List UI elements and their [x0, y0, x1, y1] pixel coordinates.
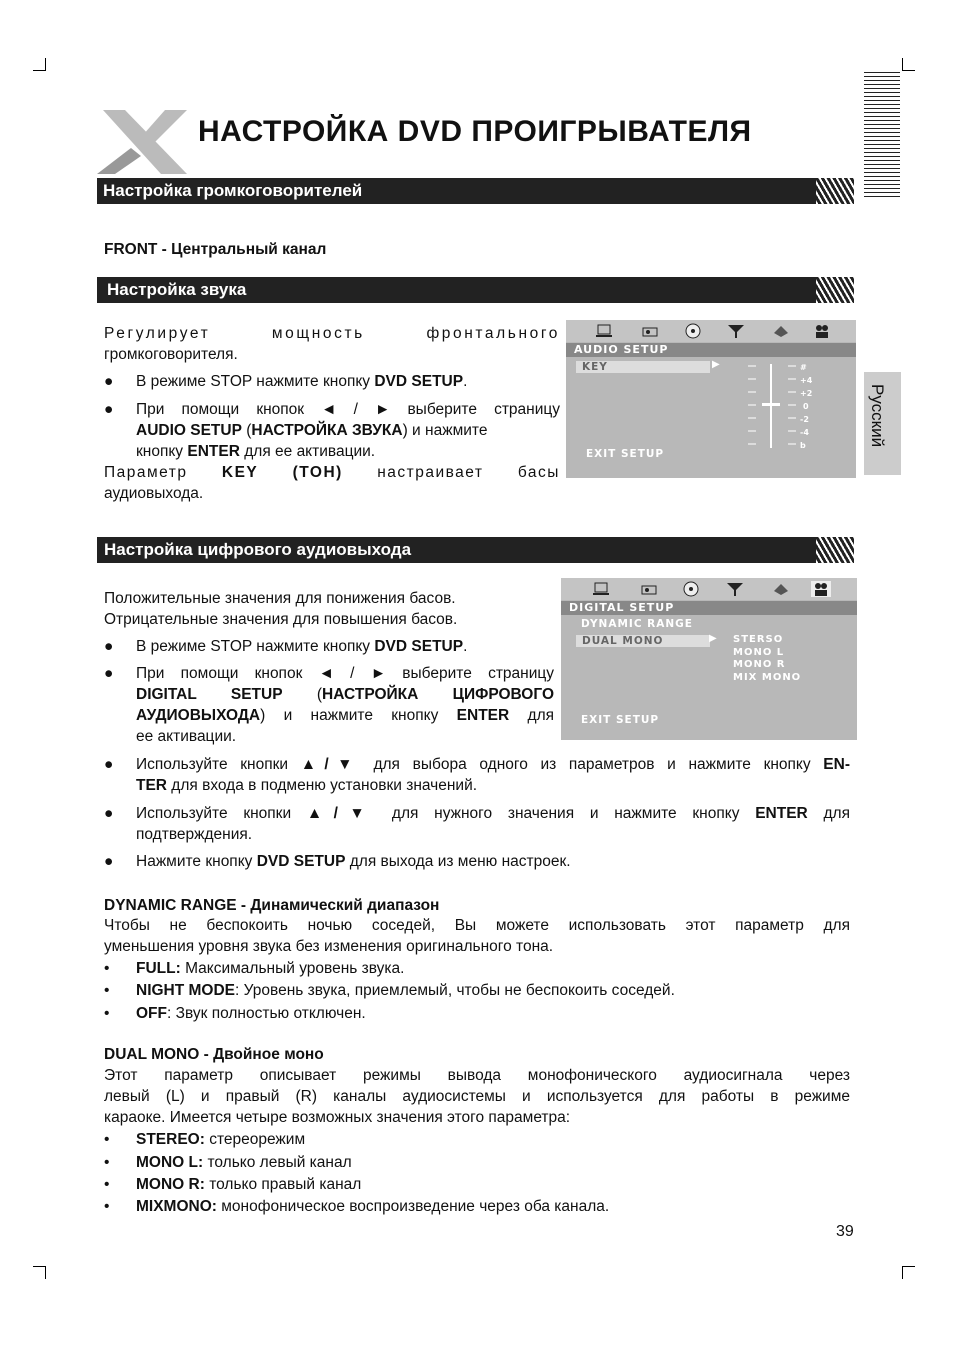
digital-setup-screen — [561, 578, 857, 740]
key-scale: # +4 +2 0 -2 -4 b — [800, 363, 813, 450]
screen-icon-bar — [561, 578, 857, 600]
section-bar-digital-setup — [97, 537, 854, 563]
people-icon — [812, 323, 832, 339]
section-bar-sound-setup — [97, 277, 854, 303]
crop-mark-bottom-left — [33, 1266, 46, 1279]
monitor-icon — [591, 581, 611, 597]
option-mono-r[interactable]: MONO R — [733, 659, 786, 670]
paragraph: громкоговорителя. — [104, 346, 238, 363]
dual-mono-options — [733, 634, 801, 684]
paragraph: левый (L) и правый (R) каналы аудиосистемы и используется для работы в режиме — [104, 1088, 850, 1105]
monitor-icon — [594, 323, 614, 339]
disc-icon — [681, 581, 701, 597]
list-item: • FULL: Максимальный уровень звука. — [104, 960, 405, 977]
language-tab — [864, 372, 901, 475]
arrow-right-icon: ▶ — [712, 359, 721, 370]
list-item: • STEREO: стереорежим — [104, 1131, 306, 1148]
paragraph: Отрицательные значения для повышения басов. — [104, 611, 458, 628]
hand-icon — [771, 581, 791, 597]
paragraph: Регулирует мощность фронтального — [104, 325, 560, 342]
page-number: 39 — [836, 1223, 854, 1240]
exit-setup[interactable]: EXIT SETUP — [586, 448, 665, 460]
arrow-right-icon: ▶ — [709, 633, 718, 644]
page-title: НАСТРОЙКА DVD ПРОИГРЫВАТЕЛЯ — [198, 115, 752, 148]
option-mono-l[interactable]: MONO L — [733, 646, 785, 658]
paragraph: Положительные значения для понижения басов. — [104, 590, 456, 607]
speaker-icon — [640, 323, 660, 339]
option-mix-mono[interactable]: MIX MONO — [733, 671, 802, 683]
menu-item-dual-mono[interactable]: DUAL MONO — [576, 635, 710, 647]
x-logo-icon — [95, 108, 193, 176]
paragraph: Параметр KEY (ТОН) настраивает басы — [104, 464, 560, 481]
paragraph: Этот параметр описывает режимы вывода монофонического аудиосигнала через — [104, 1067, 850, 1084]
menu-item-key[interactable]: KEY — [576, 361, 710, 373]
subheading: DYNAMIC RANGE - Динамический диапазон — [104, 897, 440, 914]
front-label: FRONT - Центральный канал — [104, 241, 327, 258]
menu-item-dynamic-range[interactable]: DYNAMIC RANGE — [581, 618, 693, 630]
section-bar-speaker-setup — [97, 178, 854, 204]
section-title: Настройка цифрового аудиовыхода — [104, 540, 412, 559]
crop-mark-top-right — [902, 58, 915, 71]
funnel-icon — [725, 581, 745, 597]
list-item: • MONO R: только правый канал — [104, 1176, 362, 1193]
section-title: Настройка громкоговорителей — [103, 181, 363, 200]
exit-setup[interactable]: EXIT SETUP — [581, 714, 660, 726]
screen-header: DIGITAL SETUP — [561, 601, 857, 615]
language-tab-label: Русский — [868, 384, 887, 448]
people-icon — [811, 581, 831, 597]
list-item: • NIGHT MODE: Уровень звука, приемлемый, чтобы не беспокоить соседей. — [104, 982, 675, 999]
list-item: ● Используйте кнопки ▲/▼ для выбора одного из параметров и нажмите кнопку EN- TER для входа в подменю установки значений. — [104, 756, 850, 794]
hand-icon — [771, 323, 791, 339]
list-item: ● Используйте кнопки ▲/▼ для нужного значения и нажмите кнопку ENTER для подтверждения. — [104, 805, 850, 843]
list-item: ● При помощи кнопок ◄ / ► выберите страницу AUDIO SETUP (НАСТРОЙКА ЗВУКА) и нажмите кнопку ENTER для ее активации. — [104, 401, 560, 460]
screen-header: AUDIO SETUP — [566, 343, 856, 357]
bar-pattern — [816, 178, 854, 204]
section-title: Настройка звука — [107, 280, 247, 299]
crop-mark-bottom-right — [902, 1266, 915, 1279]
paragraph: караоке. Имеется четыре возможных значения этого параметра: — [104, 1109, 571, 1126]
subheading: DUAL MONO - Двойное моно — [104, 1046, 324, 1063]
list-item: ● В режиме STOP нажмите кнопку DVD SETUP. — [104, 638, 468, 655]
option-stereo[interactable]: STERSO — [733, 634, 784, 645]
audio-setup-screen — [566, 320, 856, 478]
list-item: ● Нажмите кнопку DVD SETUP для выхода из меню настроек. — [104, 853, 571, 870]
paragraph: аудиовыхода. — [104, 485, 204, 502]
bar-pattern — [816, 537, 854, 563]
list-item: ● В режиме STOP нажмите кнопку DVD SETUP. — [104, 373, 468, 390]
paragraph: уменьшения уровня звука без изменения оригинального тона. — [104, 938, 554, 955]
bar-pattern — [816, 277, 854, 303]
list-item: • MIXMONO: монофоническое воспроизведение через оба канала. — [104, 1198, 610, 1215]
decorative-stripes — [864, 72, 900, 200]
list-item: • MONO L: только левый канал — [104, 1154, 352, 1171]
screen-icon-bar — [566, 320, 856, 342]
funnel-icon — [726, 323, 746, 339]
list-item: • OFF: Звук полностью отключен. — [104, 1005, 366, 1022]
disc-icon — [683, 323, 703, 339]
crop-mark-top-left — [33, 58, 46, 71]
paragraph: Чтобы не беспокоить ночью соседей, Вы можете использовать этот параметр для — [104, 917, 850, 934]
list-item: ● При помощи кнопок ◄ / ► выберите страницу DIGITAL SETUP (НАСТРОЙКА ЦИФРОВОГО АУДИОВЫХОДА) и нажмите кнопку ENTER для ее активации. — [104, 665, 555, 745]
speaker-icon — [639, 581, 659, 597]
